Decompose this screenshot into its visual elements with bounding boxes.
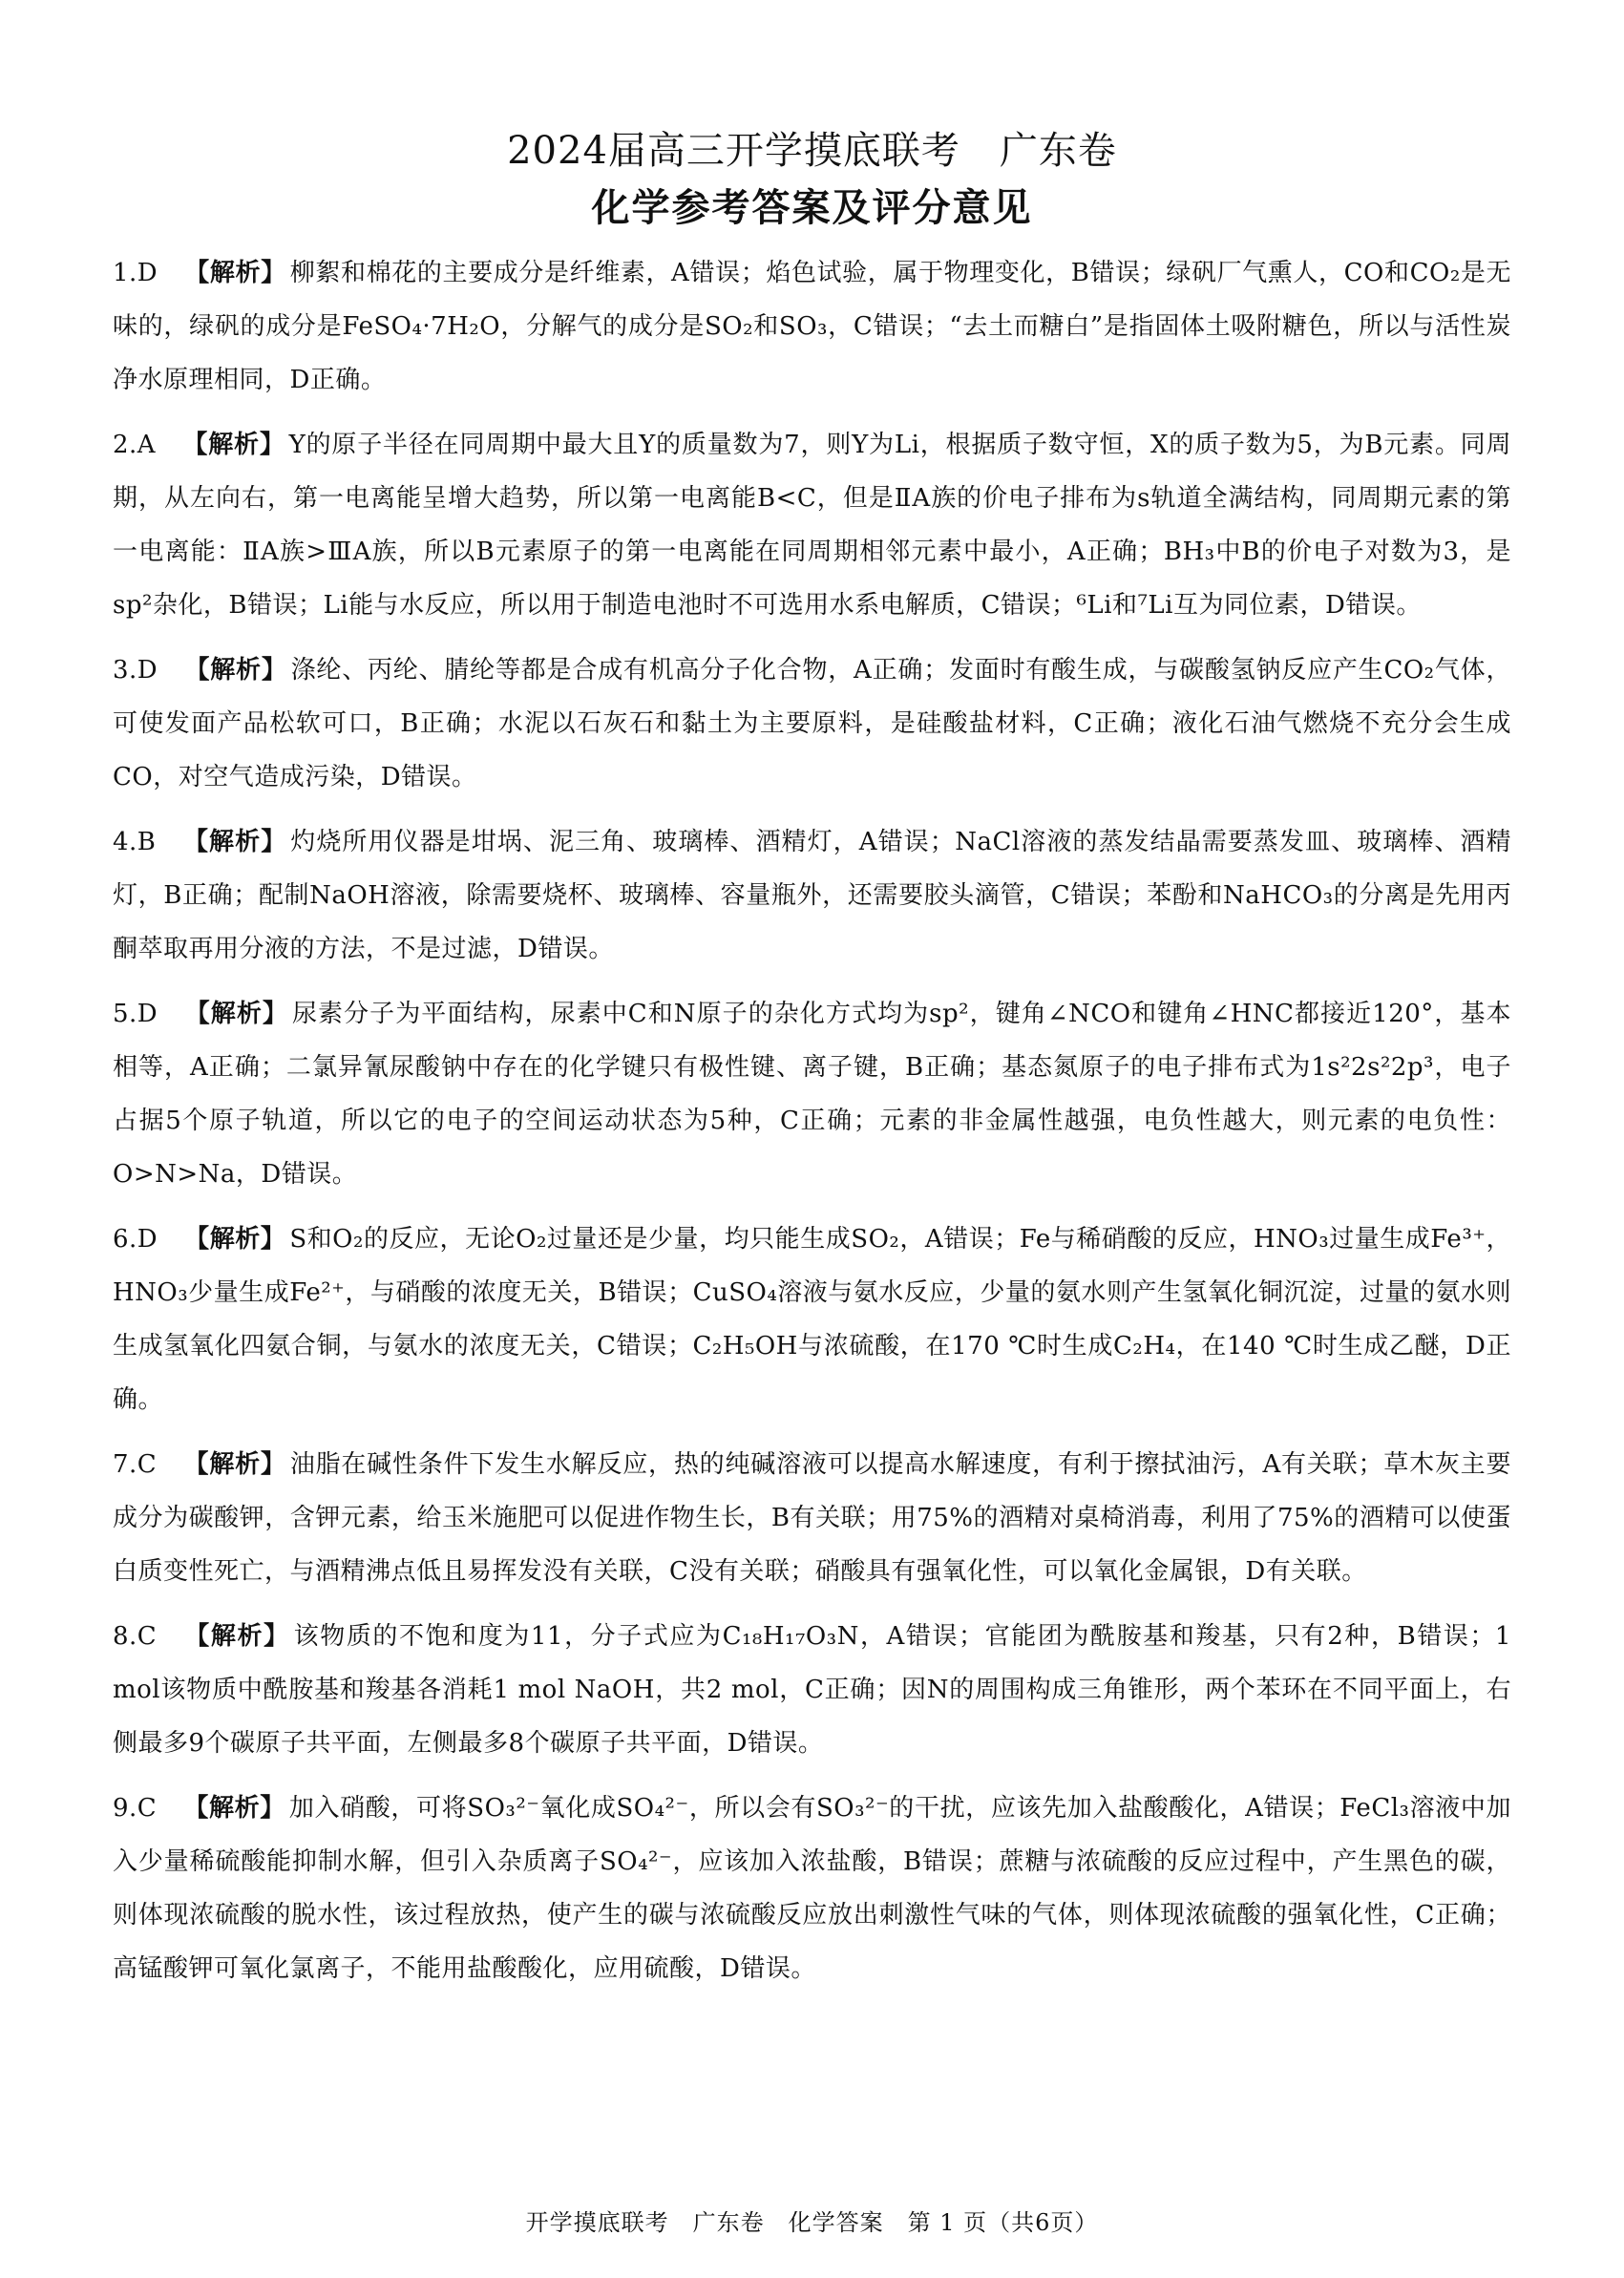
analysis-tag: 【解析】 [183, 1794, 285, 1823]
analysis-tag: 【解析】 [183, 1450, 286, 1479]
analysis-tag: 【解析】 [183, 1622, 290, 1651]
answer-item-6 [113, 1213, 1511, 1426]
answer-item-7 [113, 1438, 1511, 1598]
analysis-tag: 【解析】 [184, 1225, 286, 1254]
answer-number: 5.D [113, 1000, 158, 1028]
analysis-tag: 【解析】 [182, 431, 285, 459]
analysis-text: 涤纶、丙纶、腈纶等都是合成有机高分子化合物，A正确；发面时有酸生成，与碳酸氢钠反应产生CO₂气体，可使发面产品松软可口，B正确；水泥以石灰石和黏土为主要原料，是硅酸盐材料，C正确；液化石油气燃烧不充分会生成CO，对空气造成污染，D错误。 [113, 656, 1511, 791]
answer-item-5 [113, 987, 1511, 1201]
answer-number: 1.D [113, 259, 158, 287]
analysis-text: S和O₂的反应，无论O₂过量还是少量，均只能生成SO₂，A错误；Fe与稀硝酸的反应，HNO₃过量生成Fe³⁺，HNO₃少量生成Fe²⁺，与硝酸的浓度无关，B错误；CuSO₄溶液与氨水反应，少量的氨水则产生氢氧化铜沉淀，过量的氨水则生成氢氧化四氨合铜，与氨水的浓度无关，C错误；C₂H₅OH与浓硫酸，在170 ℃时生成C₂H₄，在140 ℃时生成乙醚，D正确。 [113, 1225, 1511, 1414]
analysis-tag: 【解析】 [184, 259, 286, 287]
answer-item-8 [113, 1610, 1511, 1770]
answer-number: 4.B [113, 828, 157, 856]
answer-list [113, 246, 1511, 1995]
answer-item-2 [113, 418, 1511, 632]
answer-number: 9.C [113, 1794, 158, 1823]
answer-item-4 [113, 815, 1511, 976]
analysis-text: 灼烧所用仪器是坩埚、泥三角、玻璃棒、酒精灯，A错误；NaCl溶液的蒸发结晶需要蒸发皿、玻璃棒、酒精灯，B正确；配制NaOH溶液，除需要烧杯、玻璃棒、容量瓶外，还需要胶头滴管，C错误；苯酚和NaHCO₃的分离是先用丙酮萃取再用分液的方法，不是过滤，D错误。 [113, 828, 1511, 963]
analysis-tag: 【解析】 [182, 828, 287, 856]
analysis-text: 尿素分子为平面结构，尿素中C和N原子的杂化方式均为sp²，键角∠NCO和键角∠HNC都接近120°，基本相等，A正确；二氯异氰尿酸钠中存在的化学键只有极性键、离子键，B正确；基态氮原子的电子排布式为1s²2s²2p³，电子占据5个原子轨道，所以它的电子的空间运动状态为5种，C正确；元素的非金属性越强，电负性越大，则元素的电负性：O>N>Na，D错误。 [113, 1000, 1511, 1189]
answer-key-title: 化学参考答案及评分意见 [591, 185, 1033, 230]
answer-item-1 [113, 246, 1511, 407]
answer-item-3 [113, 643, 1511, 804]
analysis-tag: 【解析】 [184, 656, 287, 685]
analysis-text: 油脂在碱性条件下发生水解反应，热的纯碱溶液可以提高水解速度，有利于擦拭油污，A有关联；草木灰主要成分为碳酸钾，含钾元素，给玉米施肥可以促进作物生长，B有关联；用75%的酒精对桌椅消毒，利用了75%的酒精可以使蛋白质变性死亡，与酒精沸点低且易挥发没有关联，C没有关联；硝酸具有强氧化性，可以氧化金属银，D有关联。 [113, 1450, 1511, 1586]
analysis-text: 柳絮和棉花的主要成分是纤维素，A错误；焰色试验，属于物理变化，B错误；绿矾厂气熏人，CO和CO₂是无味的，绿矾的成分是FeSO₄·7H₂O，分解气的成分是SO₂和SO₃，C错误；“去土而糖白”是指固体土吸附糖色，所以与活性炭净水原理相同，D正确。 [113, 259, 1511, 394]
answer-number: 8.C [113, 1622, 158, 1651]
answer-item-9 [113, 1782, 1511, 1995]
analysis-tag: 【解析】 [184, 1000, 288, 1028]
exam-title: 2024届高三开学摸底联考 广东卷 [507, 129, 1117, 173]
analysis-text: 加入硝酸，可将SO₃²⁻氧化成SO₄²⁻，所以会有SO₃²⁻的干扰，应该先加入盐酸酸化，A错误；FeCl₃溶液中加入少量稀硫酸能抑制水解，但引入杂质离子SO₄²⁻，应该加入浓盐酸，B错误；蔗糖与浓硫酸的反应过程中，产生黑色的碳，则体现浓硫酸的脱水性，该过程放热，使产生的碳与浓硫酸反应放出刺激性气味的气体，则体现浓硫酸的强氧化性，C正确；高锰酸钾可氧化氯离子，不能用盐酸酸化，应用硫酸，D错误。 [113, 1794, 1511, 1983]
answer-number: 7.C [113, 1450, 158, 1479]
answer-number: 2.A [113, 431, 157, 459]
page-footer: 开学摸底联考 广东卷 化学答案 第 1 页（共6页） [525, 2209, 1099, 2236]
answer-number: 6.D [113, 1225, 158, 1254]
analysis-text: Y的原子半径在同周期中最大且Y的质量数为7，则Y为Li，根据质子数守恒，X的质子数为5，为B元素。同周期，从左向右，第一电离能呈增大趋势，所以第一电离能B<C，但是ⅡA族的价电子排布为s轨道全满结构，同周期元素的第一电离能：ⅡA族>ⅢA族，所以B元素原子的第一电离能在同周期相邻元素中最小，A正确；BH₃中B的价电子对数为3，是sp²杂化，B错误；Li能与水反应，所以用于制造电池时不可选用水系电解质，C错误；⁶Li和⁷Li互为同位素，D错误。 [113, 431, 1511, 620]
answer-number: 3.D [113, 656, 158, 685]
analysis-text: 该物质的不饱和度为11，分子式应为C₁₈H₁₇O₃N，A错误；官能团为酰胺基和羧基，只有2种，B错误；1 mol该物质中酰胺基和羧基各消耗1 mol NaOH，共2 mol，C正确；因N的周围构成三角锥形，两个苯环在不同平面上，右侧最多9个碳原子共平面，左侧最多8个碳原子共平面，D错误。 [113, 1622, 1511, 1758]
